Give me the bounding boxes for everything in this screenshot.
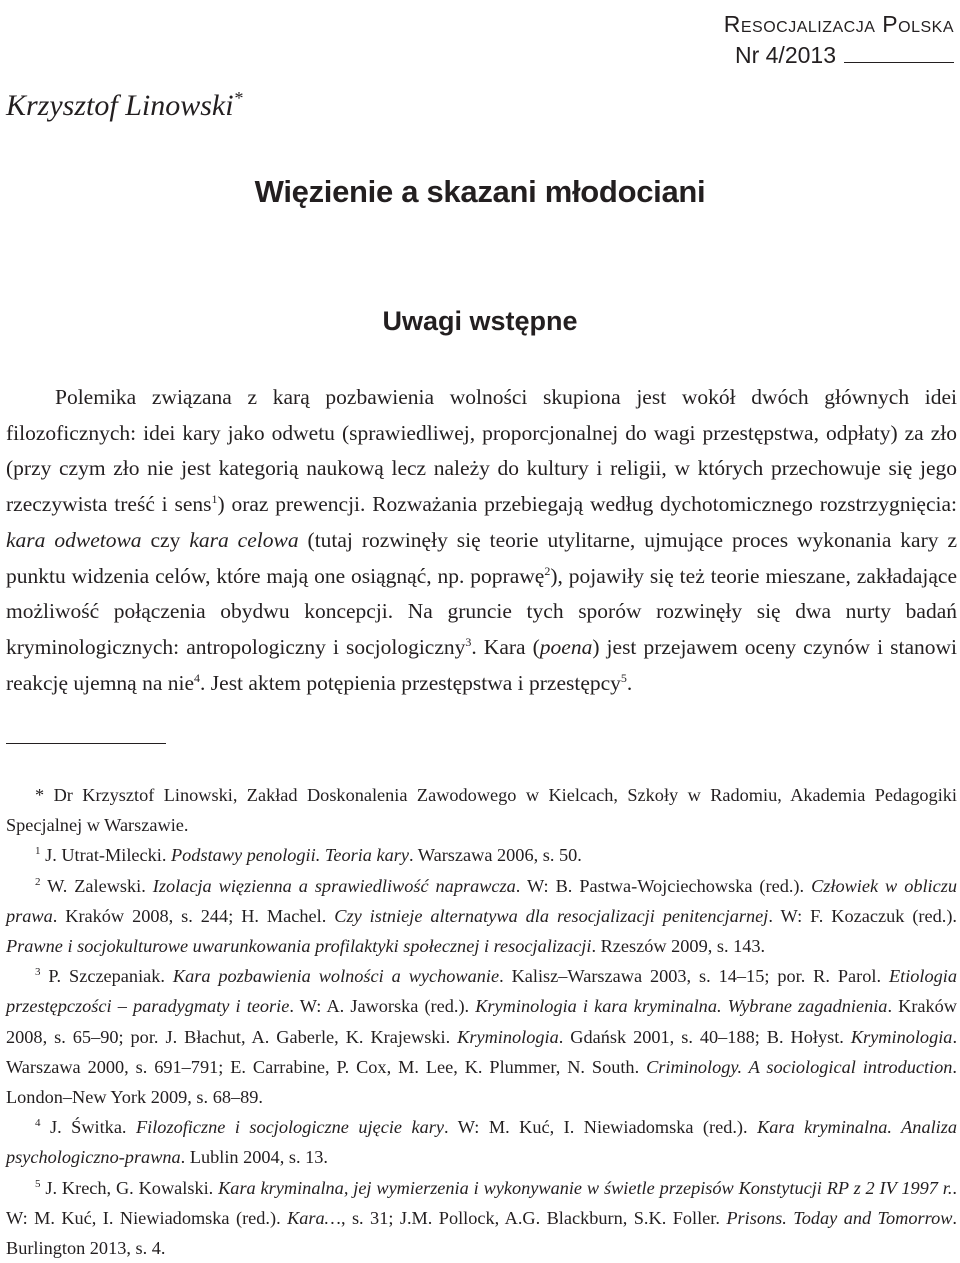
citation-title: Etiologia przestępczości – paradygmaty i teorie	[6, 966, 957, 1017]
text-run: . W: M. Kuć, I. Niewiadomska (red.).	[6, 1177, 957, 1228]
text-run: . W: M. Kuć, I. Niewiadomska (red.).	[443, 1117, 758, 1138]
citation-title: Kara…	[287, 1207, 341, 1228]
text-run: . Warszawa 2006, s. 50.	[409, 845, 582, 866]
text-run: (tutaj rozwinęły się teorie utylitarne, ujmujące proces wykonania kary z punktu widzenia celów, które mają one osiągnąć, np. poprawę	[6, 527, 958, 588]
text-run: . Warszawa 2000, s. 691–791; E. Carrabine, P. Cox, M. Lee, K. Plummer, N. South.	[6, 1026, 958, 1077]
text-run: . Kara (	[471, 634, 540, 659]
footnote-mark: 5	[35, 1177, 41, 1190]
text-run: . Rzeszów 2009, s. 143.	[591, 936, 766, 957]
text-run: W. Zalewski.	[47, 875, 153, 896]
text-run: . Lublin 2004, s. 13.	[180, 1147, 328, 1168]
citation-title: Czy istnieje alternatywa dla resocjalizacji penitencjarnej	[334, 905, 769, 926]
text-run: , s. 31; J.M. Pollock, A.G. Blackburn, S.K. Foller.	[340, 1207, 727, 1228]
footnote-ref-2[interactable]: 2	[544, 563, 551, 578]
citation-title: Człowiek w obliczu prawa	[6, 875, 958, 926]
footnote-mark: 4	[35, 1117, 41, 1130]
footnote-mark: *	[35, 785, 45, 805]
citation-title: Prisons. Today and Tomorrow	[726, 1207, 953, 1228]
footnote-mark: 2	[35, 875, 41, 888]
footnote-separator	[6, 743, 166, 744]
citation-title: Kara pozbawienia wolności a wychowanie	[172, 966, 500, 987]
text-run: J. Krech, G. Kowalski.	[45, 1177, 219, 1198]
journal-issue-line	[724, 40, 954, 70]
footnote-ref-1[interactable]: 1	[211, 491, 218, 506]
text-run: czy	[141, 527, 190, 552]
footnote-4	[6, 1112, 957, 1172]
citation-title: Izolacja więzienna a sprawiedliwość naprawcza	[152, 875, 516, 896]
author-text: Krzysztof Linowski	[6, 89, 234, 122]
footnote-5	[6, 1173, 957, 1263]
text-run: . W: A. Jaworska (red.).	[289, 996, 476, 1017]
footnote-ref-4[interactable]: 4	[194, 670, 201, 685]
citation-title: Prawne i socjokulturowe uwarunkowania profilaktyki społecznej i resocjalizacji	[6, 936, 592, 957]
text-run: . Kraków 2008, s. 244; H. Machel.	[52, 905, 335, 926]
citation-title: Podstawy penologii. Teoria kary	[171, 845, 409, 866]
text-run: ) oraz prewencji. Rozważania przebiegają według dychotomicznego rozstrzygnięcia:	[217, 492, 957, 517]
body-text	[6, 380, 957, 701]
footnote-3	[6, 961, 957, 1112]
author-footnote-mark[interactable]: *	[233, 88, 243, 108]
text-run: . Jest aktem potępienia przestępstwa i przestępcy	[200, 670, 621, 695]
article-title: Więzienie a skazani młodociani	[254, 174, 706, 209]
emphasis: kara celowa	[189, 527, 299, 552]
footnote-1	[6, 840, 957, 870]
text-run: Polemika związana z karą pozbawienia wolności skupiona jest wokół dwóch głównych idei filozoficznych: idei kary jako odwetu (sprawiedliwej, proporcjonalnej do wagi przestępstwa, odpłaty) za zło (przy czym zło nie jest kategorią naukową lecz należy do kultury i religii, w których przechowuje się jego rzeczywista treść i sens	[6, 385, 957, 517]
journal-header	[724, 8, 954, 70]
section-heading: Uwagi wstępne	[382, 306, 578, 336]
footnote-mark: 3	[35, 966, 41, 979]
text-run: ), pojawiły się też teorie mieszane, zakładające możliwość połączenia obydwu koncepcji. Na gruncie tych sporów rozwinęły się dwa nurty badań kryminologicznych: antropologiczny i socjologiczny	[6, 563, 957, 659]
emphasis: poena	[539, 634, 593, 659]
text-run: . London–New York 2009, s. 68–89.	[6, 1056, 957, 1108]
text-run: . Kraków 2008, s. 65–90; por. J. Błachut, A. Gaberle, K. Krajewski.	[6, 996, 958, 1047]
citation-title: Criminology. A sociological introduction	[646, 1056, 953, 1077]
author-name	[6, 88, 243, 123]
emphasis: kara odwetowa	[6, 527, 142, 552]
footnote-ref-5[interactable]: 5	[620, 670, 627, 685]
footnotes	[6, 780, 957, 1263]
journal-name: Resocjalizacja Polska	[723, 11, 954, 37]
citation-title: Kara kryminalna, jej wymierzenia i wykonywanie w świetle przepisów Konstytucji RP z 2 IV 1997 r.	[218, 1177, 953, 1198]
footnote-text: Dr Krzysztof Linowski, Zakład Doskonalenia Zawodowego w Kielcach, Szkoły w Radomiu, Akademia Pedagogiki Specjalnej w Warszawie.	[6, 785, 957, 836]
text-run: . Burlington 2013, s. 4.	[6, 1207, 957, 1259]
footnote-2	[6, 871, 957, 962]
journal-issue: Nr 4/2013	[734, 42, 836, 68]
text-run: . Kalisz–Warszawa 2003, s. 14–15; por. R. Parol.	[499, 966, 889, 987]
text-run: . W: F. Kozaczuk (red.).	[768, 905, 957, 926]
text-run: . W: B. Pastwa-Wojciechowska (red.).	[515, 875, 812, 896]
header-rule	[844, 62, 954, 63]
citation-title: Filozoficzne i socjologiczne ujęcie kary	[135, 1117, 444, 1138]
citation-title: Kryminologia i kara kryminalna. Wybrane zagadnienia	[475, 996, 888, 1017]
text-run: .	[626, 670, 633, 695]
citation-title: Kara kryminalna. Analiza psychologiczno-prawna	[6, 1117, 957, 1168]
text-run: ) jest przejawem oceny czynów i stanowi reakcję ujemną na nie	[6, 634, 957, 695]
text-run: P. Szczepaniak.	[48, 966, 173, 987]
citation-title: Kryminologia	[850, 1026, 953, 1047]
text-run: . Gdańsk 2001, s. 40–188; B. Hołyst.	[558, 1026, 851, 1047]
paragraph	[6, 380, 957, 701]
footnote-mark: 1	[35, 845, 41, 858]
footnote-star	[6, 780, 957, 840]
text-run: J. Świtka.	[49, 1117, 136, 1138]
footnote-ref-3[interactable]: 3	[465, 634, 472, 649]
text-run: J. Utrat-Milecki.	[45, 845, 171, 866]
citation-title: Kryminologia	[457, 1026, 559, 1047]
